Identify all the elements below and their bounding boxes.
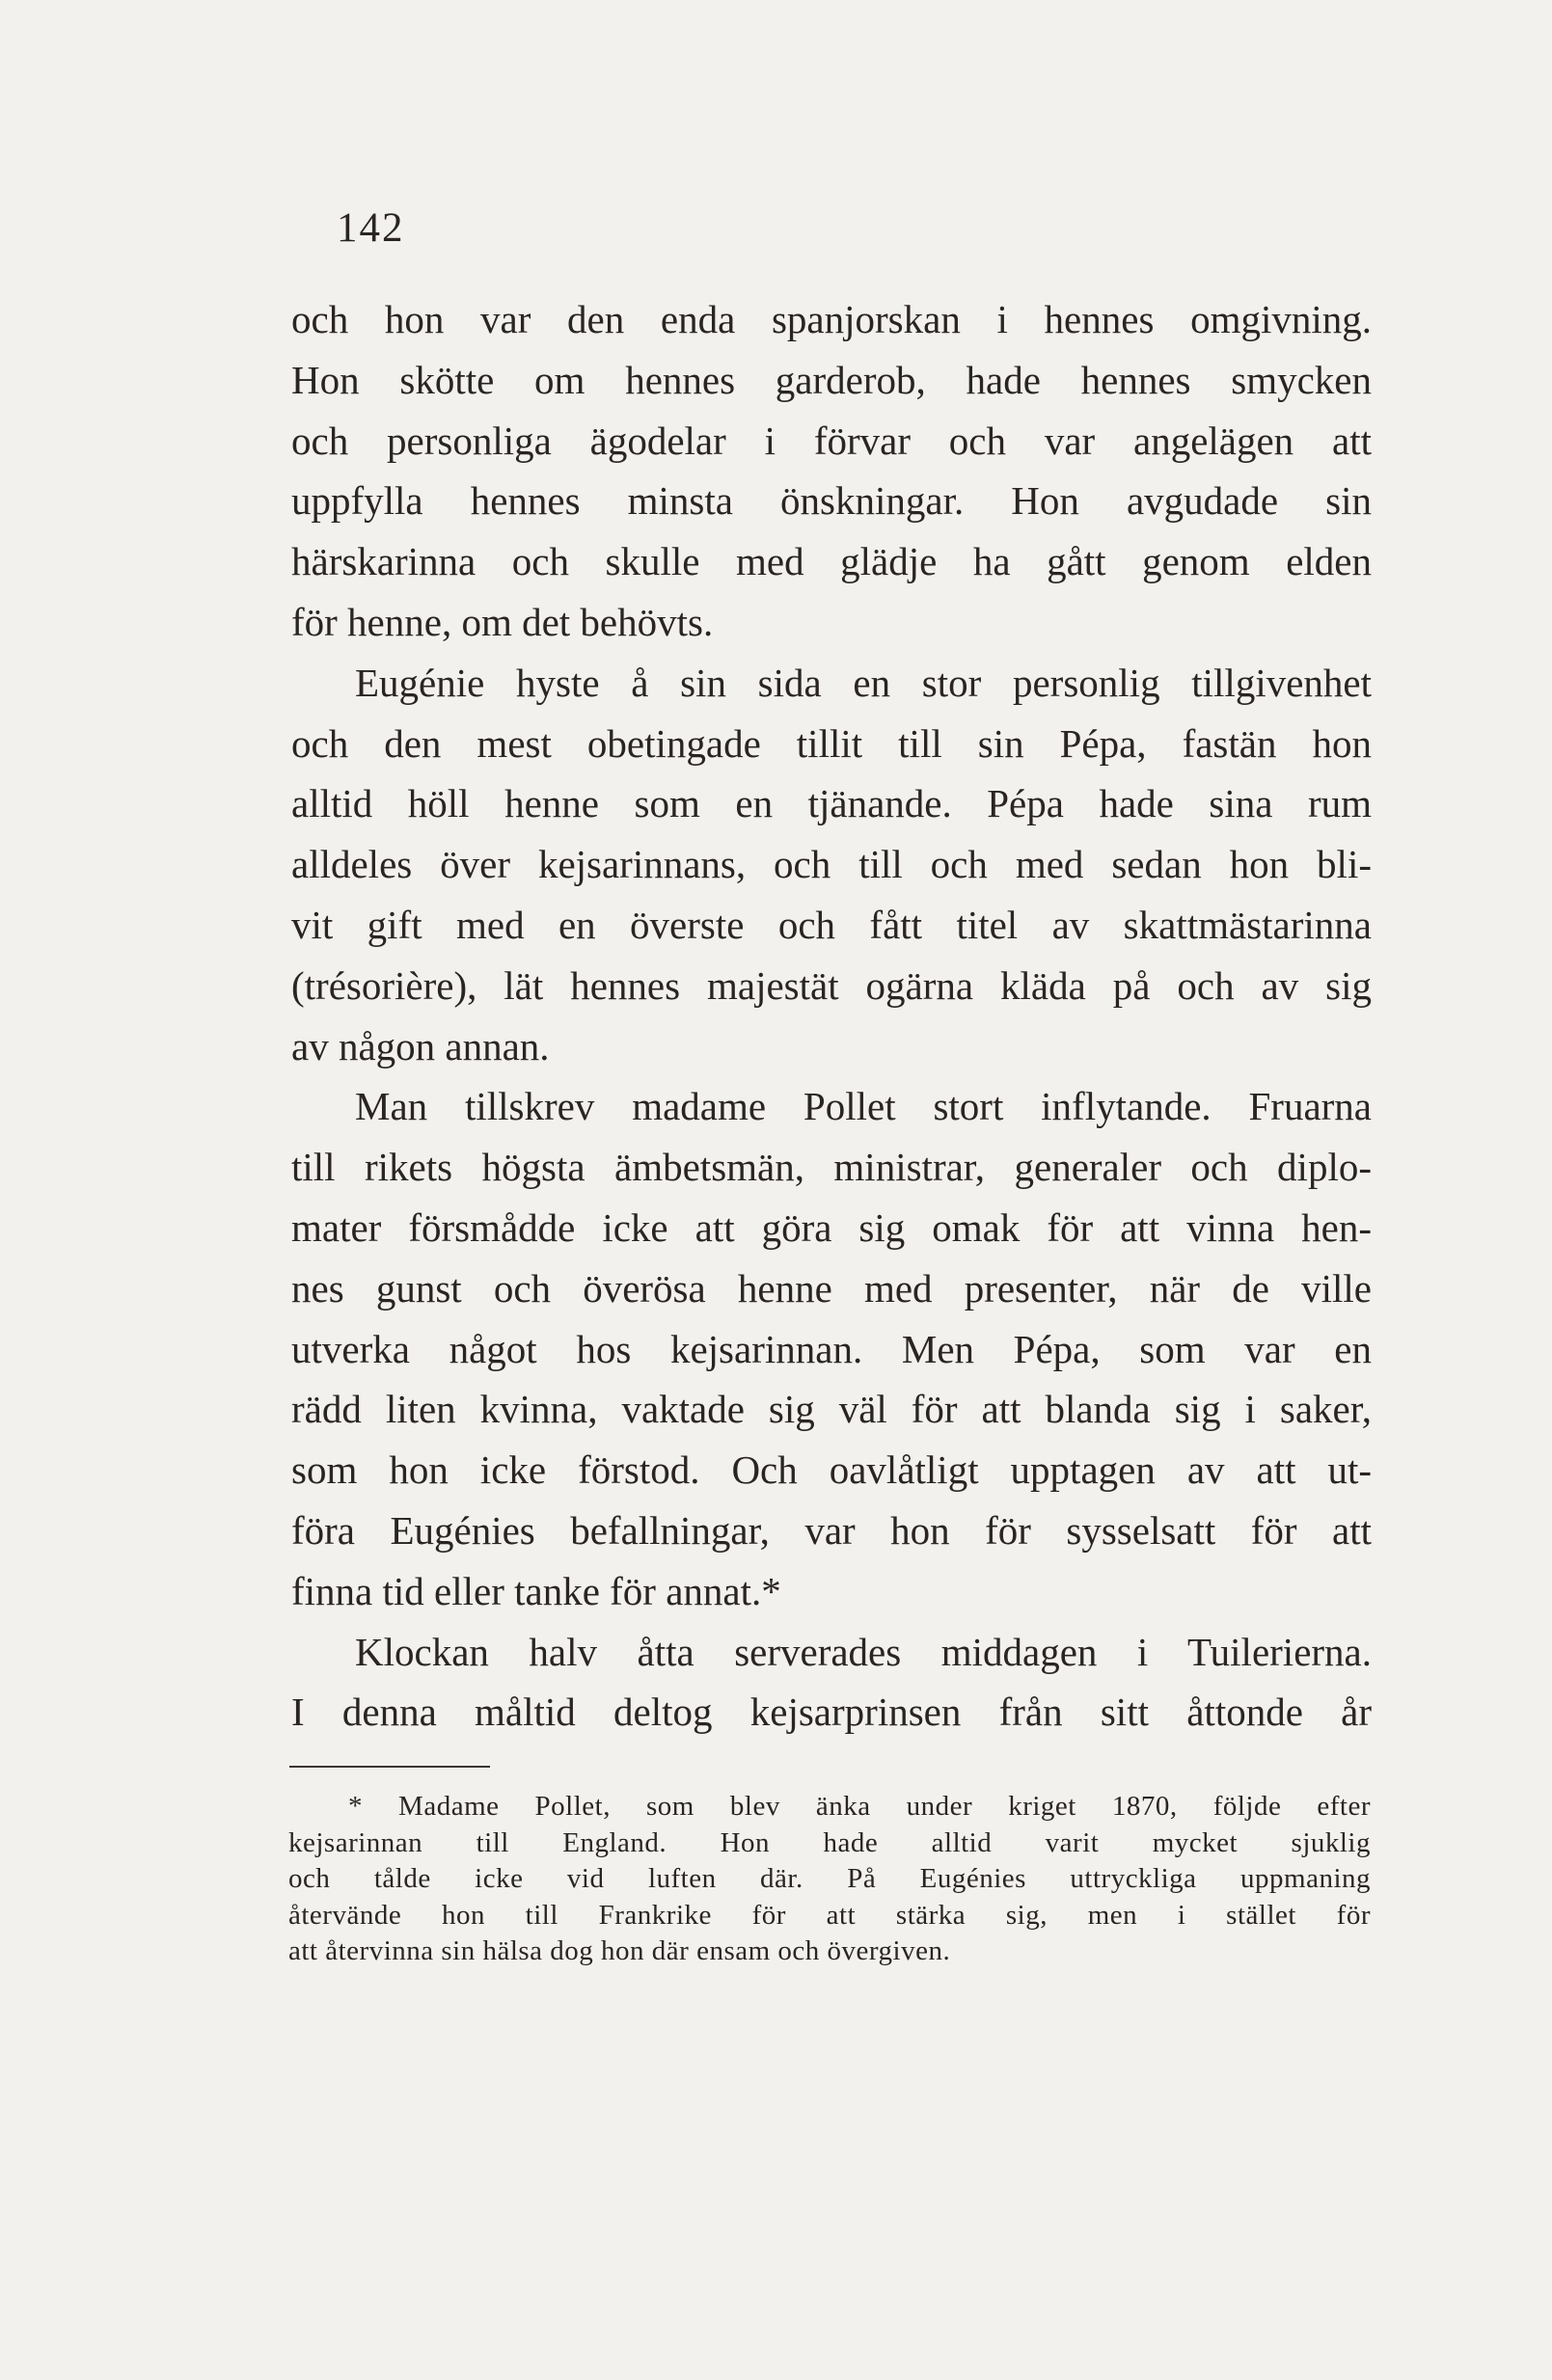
text-line: Hon skötte om hennes garderob, hade hennes smycken — [291, 357, 1372, 402]
text-line: alltid höll henne som en tjänande. Pépa hade sina rum — [291, 781, 1372, 826]
paragraph-3 — [291, 1076, 1372, 1621]
text-line: uppfylla hennes minsta önskningar. Hon avgudade sin — [291, 478, 1372, 524]
paragraph-1 — [291, 289, 1372, 653]
footnote-divider — [289, 1766, 490, 1768]
text-line: och personliga ägodelar i förvar och var angelägen att — [291, 418, 1372, 463]
text-line: som hon icke förstod. Och oavlåtligt upptagen av att ut- — [291, 1447, 1372, 1493]
footnote — [288, 1789, 1371, 1970]
text-line: föra Eugénies befallningar, var hon för sysselsatt för att — [291, 1507, 1372, 1553]
text-line: och hon var den enda spanjorskan i hennes omgivning. — [291, 297, 1372, 341]
text-line: I denna måltid deltog kejsarprinsen från sitt åttonde år — [291, 1690, 1372, 1735]
text-line: utverka något hos kejsarinnan. Men Pépa, som var en — [291, 1326, 1372, 1371]
text-line: vit gift med en överste och fått titel av skattmästarinna — [291, 902, 1372, 947]
paragraph-2 — [291, 653, 1372, 1077]
footnote-line: kejsarinnan till England. Hon hade alltid varit mycket sjuklig — [288, 1826, 1371, 1858]
text-line: för henne, om det behövts. — [291, 599, 714, 644]
footnote-line: återvände hon till Frankrike för att stärka sig, men i stället för — [288, 1899, 1371, 1931]
footnote-line: * Madame Pollet, som blev änka under kriget 1870, följde efter — [348, 1791, 1371, 1822]
page-number: 142 — [337, 205, 405, 251]
text-line: finna tid eller tanke för annat.* — [291, 1568, 781, 1613]
text-line: och den mest obetingade tillit till sin Pépa, fastän hon — [291, 720, 1372, 766]
body-text — [291, 289, 1372, 1743]
text-line: Klockan halv åtta serverades middagen i Tuilerierna. — [355, 1629, 1372, 1674]
text-line: av någon annan. — [291, 1023, 550, 1068]
text-line: rädd liten kvinna, vaktade sig väl för att blanda sig i saker, — [291, 1387, 1372, 1432]
text-line: mater försmådde icke att göra sig omak för att vinna hen- — [291, 1204, 1372, 1250]
text-line: Eugénie hyste å sin sida en stor personlig tillgivenhet — [355, 660, 1372, 705]
text-line: nes gunst och överösa henne med presenter, när de ville — [291, 1265, 1372, 1311]
text-line: alldeles över kejsarinnans, och till och med sedan hon bli- — [291, 842, 1372, 887]
paragraph-4 — [291, 1622, 1372, 1744]
text-line: till rikets högsta ämbetsmän, ministrar, generaler och diplo- — [291, 1145, 1372, 1190]
text-line: härskarinna och skulle med glädje ha gått genom elden — [291, 539, 1372, 584]
footnote-line: och tålde icke vid luften där. På Eugénies uttryckliga uppmaning — [288, 1863, 1371, 1895]
footnote-line: att återvinna sin hälsa dog hon där ensam och övergiven. — [288, 1935, 951, 1967]
text-line: (trésorière), lät hennes majestät ogärna kläda på och av sig — [291, 962, 1372, 1008]
text-line: Man tillskrev madame Pollet stort inflytande. Fruarna — [355, 1084, 1372, 1129]
